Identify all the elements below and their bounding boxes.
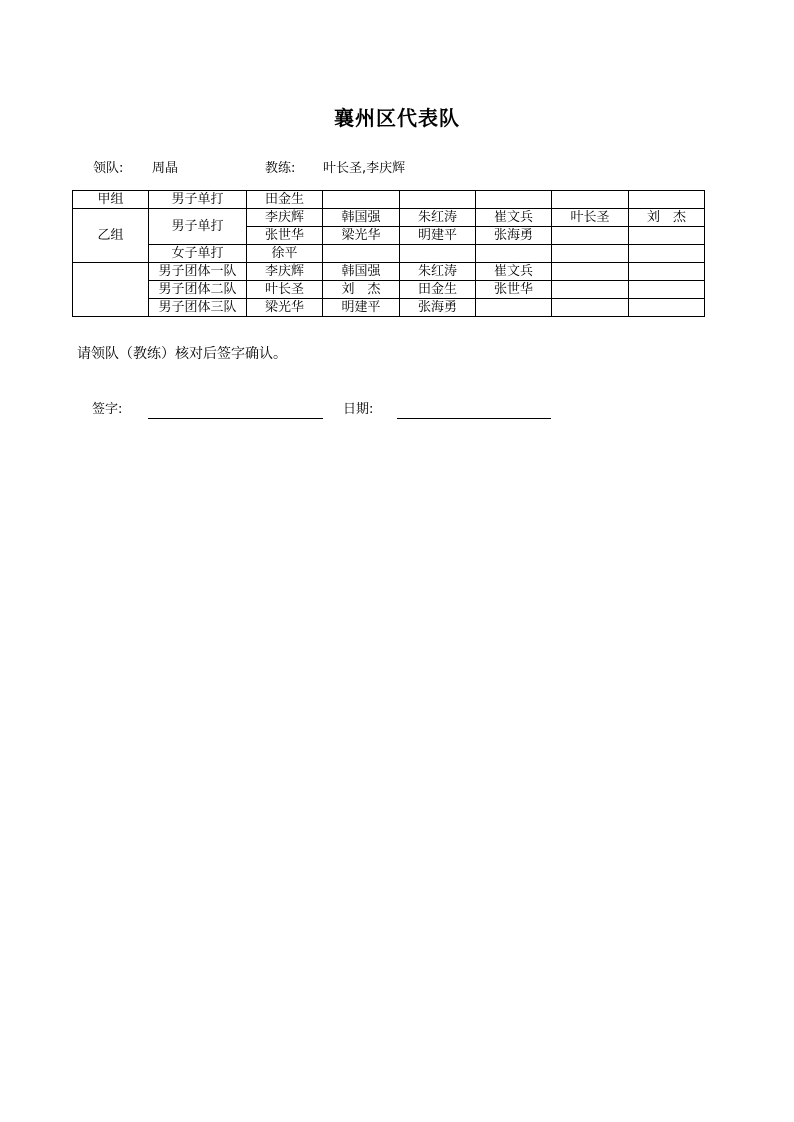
- team-group-cell: [73, 263, 149, 317]
- table-row: [73, 263, 705, 281]
- player-cell: 李庆辉: [247, 209, 323, 227]
- table-row: [73, 299, 705, 317]
- table-row: [73, 191, 705, 209]
- table-row: [73, 209, 705, 227]
- player-cell: 崔文兵: [476, 263, 552, 281]
- player-cell: [476, 245, 552, 263]
- player-cell: 明建平: [400, 227, 476, 245]
- player-cell: 朱红涛: [400, 209, 476, 227]
- player-cell: 刘 杰: [629, 209, 705, 227]
- player-cell: [629, 245, 705, 263]
- signature-line: [148, 418, 323, 419]
- player-cell: [552, 245, 629, 263]
- player-cell: [323, 191, 400, 209]
- event-label: 男子团体一队: [149, 263, 247, 281]
- player-cell: 田金生: [247, 191, 323, 209]
- player-cell: [552, 263, 629, 281]
- event-label: 男子单打: [149, 191, 247, 209]
- roster-table: [72, 190, 705, 317]
- player-cell: [323, 245, 400, 263]
- player-cell: [552, 191, 629, 209]
- player-cell: 徐平: [247, 245, 323, 263]
- confirmation-note: 请领队（教练）核对后签字确认。: [77, 346, 287, 362]
- player-cell: [629, 191, 705, 209]
- player-cell: 张海勇: [400, 299, 476, 317]
- table-row: [73, 281, 705, 299]
- event-label: 男子单打: [149, 209, 247, 245]
- player-cell: 张海勇: [476, 227, 552, 245]
- event-label: 男子团体二队: [149, 281, 247, 299]
- page-title: 襄州区代表队: [334, 106, 460, 130]
- player-cell: 朱红涛: [400, 263, 476, 281]
- player-cell: 叶长圣: [552, 209, 629, 227]
- player-cell: [476, 299, 552, 317]
- player-cell: [552, 227, 629, 245]
- player-cell: [552, 281, 629, 299]
- player-cell: [400, 191, 476, 209]
- player-cell: 刘 杰: [323, 281, 400, 299]
- table-row: [73, 245, 705, 263]
- coach-names: 叶长圣,李庆辉: [323, 161, 406, 176]
- player-cell: [400, 245, 476, 263]
- player-cell: 韩国强: [323, 263, 400, 281]
- player-cell: 梁光华: [247, 299, 323, 317]
- player-cell: [629, 263, 705, 281]
- leader-label: 领队:: [93, 161, 124, 176]
- leader-name: 周晶: [152, 161, 179, 176]
- player-cell: 叶长圣: [247, 281, 323, 299]
- player-cell: [629, 227, 705, 245]
- player-cell: 李庆辉: [247, 263, 323, 281]
- player-cell: 张世华: [476, 281, 552, 299]
- player-cell: [552, 299, 629, 317]
- player-cell: [629, 299, 705, 317]
- group-b-label: 乙组: [73, 209, 149, 263]
- player-cell: 崔文兵: [476, 209, 552, 227]
- player-cell: 明建平: [323, 299, 400, 317]
- player-cell: 韩国强: [323, 209, 400, 227]
- signature-label: 签字:: [92, 402, 123, 417]
- event-label: 男子团体三队: [149, 299, 247, 317]
- player-cell: [629, 281, 705, 299]
- date-line: [397, 418, 551, 419]
- coach-label: 教练:: [265, 161, 296, 176]
- event-label: 女子单打: [149, 245, 247, 263]
- player-cell: 梁光华: [323, 227, 400, 245]
- player-cell: [476, 191, 552, 209]
- group-a-label: 甲组: [73, 191, 149, 209]
- player-cell: 田金生: [400, 281, 476, 299]
- date-label: 日期:: [343, 402, 374, 417]
- player-cell: 张世华: [247, 227, 323, 245]
